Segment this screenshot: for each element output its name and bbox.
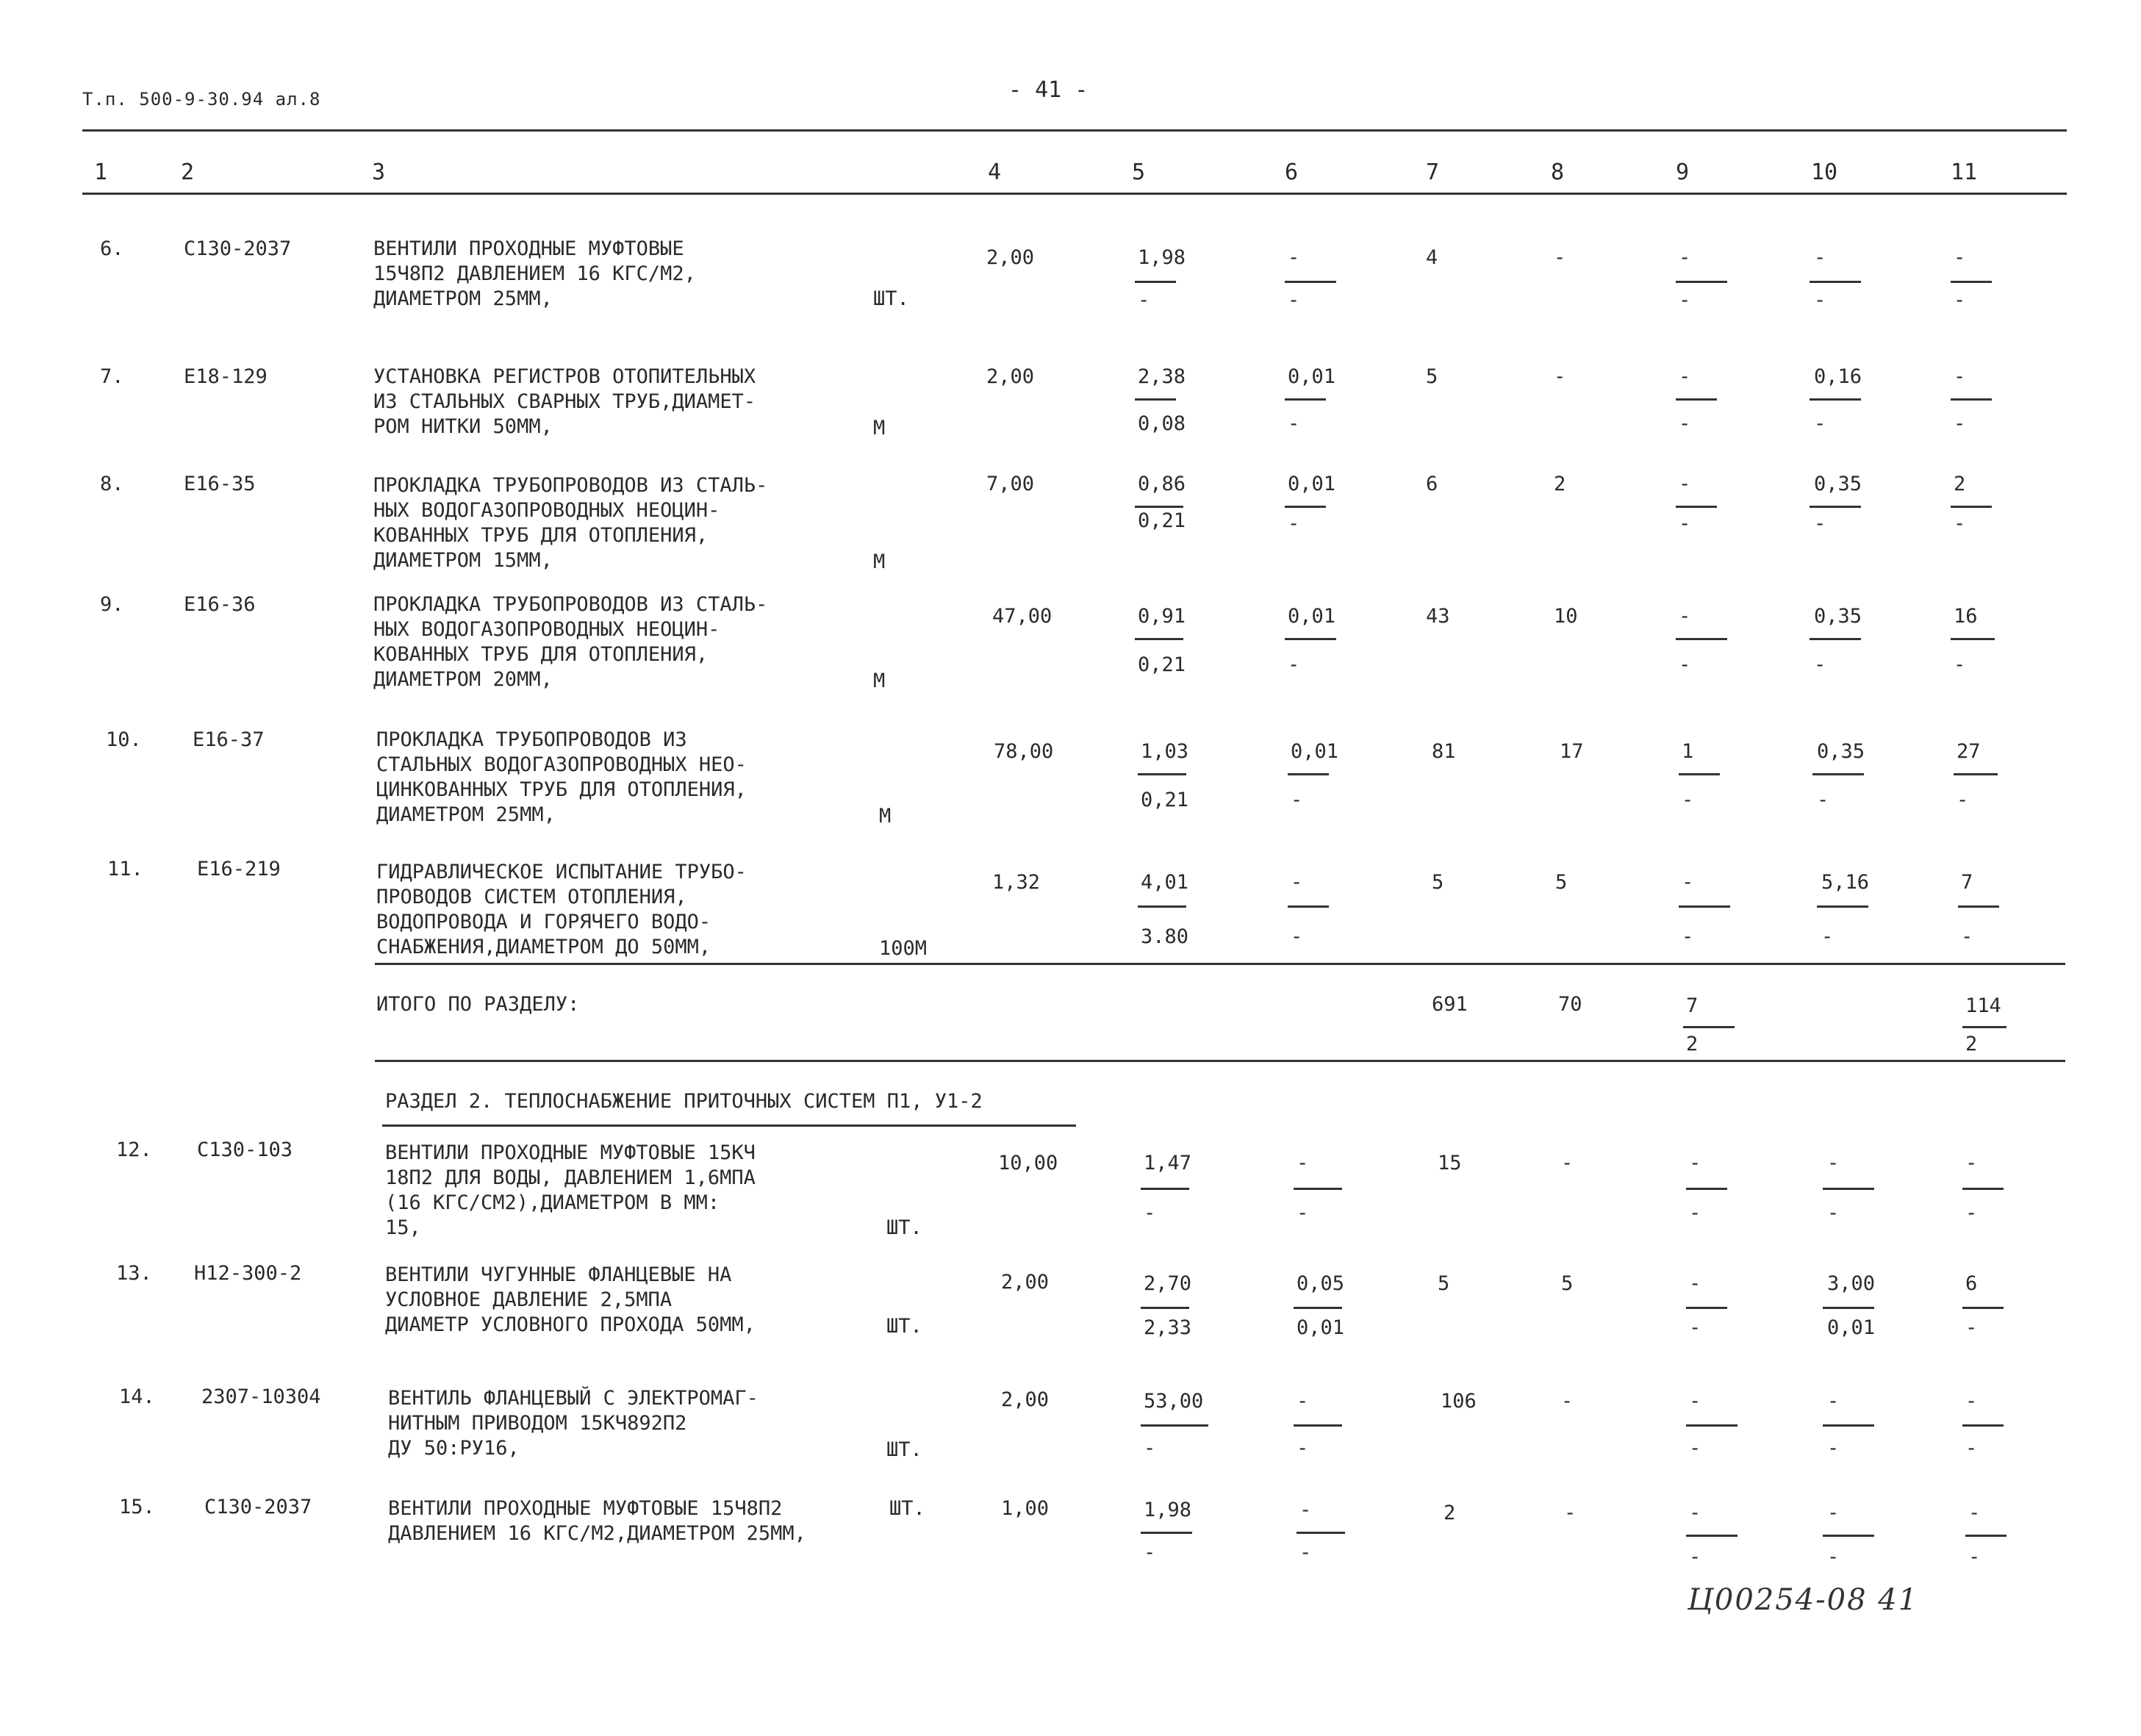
cell-c10-bottom: - — [1827, 1437, 1840, 1460]
row-code: Е16-35 — [184, 473, 256, 495]
cell-c7: 81 — [1432, 740, 1456, 763]
cell-c9-top: - — [1689, 1390, 1701, 1413]
cell-c9-bottom: - — [1689, 1437, 1701, 1460]
cell-c6-bottom: - — [1288, 653, 1300, 676]
cell-c9-bottom: - — [1689, 1202, 1701, 1224]
row-unit: ШТ. — [873, 287, 909, 310]
cell-c6-top: 0,01 — [1288, 365, 1336, 388]
cell-c9-bottom: - — [1689, 1546, 1701, 1568]
cell-c8: 5 — [1561, 1272, 1574, 1295]
row-unit: М — [873, 417, 886, 440]
row-desc-line: ПРОВОДОВ СИСТЕМ ОТОПЛЕНИЯ, — [376, 886, 687, 908]
cell-c6-top: - — [1297, 1152, 1309, 1174]
total-c7: 691 — [1432, 993, 1468, 1016]
cell-c10-top: 3,00 — [1827, 1272, 1876, 1295]
row-desc-line: ДАВЛЕНИЕМ 16 КГС/М2,ДИАМЕТРОМ 25ММ, — [388, 1522, 806, 1545]
header-bottom-rule — [82, 193, 2067, 195]
row-unit: ШТ. — [889, 1497, 925, 1520]
cell-c11-bottom: - — [1965, 1437, 1978, 1460]
cell-c6-top: 0,05 — [1297, 1272, 1345, 1295]
cell-c10-bottom: - — [1814, 653, 1826, 676]
row-desc-line: ГИДРАВЛИЧЕСКОЕ ИСПЫТАНИЕ ТРУБО- — [376, 861, 747, 883]
row-number: 14. — [119, 1385, 155, 1408]
cell-c5-bottom: 2,33 — [1144, 1316, 1192, 1339]
row-desc-line: ДИАМЕТРОМ 25ММ, — [373, 287, 553, 310]
document-code: Т.п. 500-9-30.94 ал.8 — [82, 89, 321, 110]
cell-c9-bottom: - — [1682, 789, 1694, 811]
cell-c6-bottom: - — [1297, 1202, 1309, 1224]
row-code: Е18-129 — [184, 365, 268, 388]
cell-c9-bottom: - — [1679, 653, 1691, 676]
cell-c5-bottom: - — [1144, 1202, 1156, 1224]
cell-c10-bottom: - — [1827, 1202, 1840, 1224]
row-desc-line: ДИАМЕТР УСЛОВНОГО ПРОХОДА 50ММ, — [385, 1313, 756, 1336]
row-number: 7. — [100, 365, 124, 388]
cell-c7: 2 — [1444, 1502, 1456, 1524]
col-header-10: 10 — [1811, 159, 1838, 185]
col-header-5: 5 — [1132, 159, 1146, 185]
row-desc-line: УСЛОВНОЕ ДАВЛЕНИЕ 2,5МПА — [385, 1288, 673, 1311]
row-number: 10. — [106, 728, 142, 751]
row-desc-line: ДИАМЕТРОМ 20ММ, — [373, 668, 553, 691]
row-desc-line: НЫХ ВОДОГАЗОПРОВОДНЫХ НЕОЦИН- — [373, 618, 720, 641]
row-desc-line: РОМ НИТКИ 50ММ, — [373, 415, 553, 438]
cell-c10-bottom: - — [1827, 1546, 1840, 1568]
cell-c8: - — [1554, 365, 1566, 388]
cell-c6-top: 0,01 — [1291, 740, 1339, 763]
row-desc-line: НИТНЫМ ПРИВОДОМ 15КЧ892П2 — [388, 1412, 687, 1435]
row-number: 9. — [100, 593, 124, 616]
cell-c11-top: 2 — [1954, 473, 1966, 495]
row-desc-line: КОВАННЫХ ТРУБ ДЛЯ ОТОПЛЕНИЯ, — [373, 524, 709, 547]
header-top-rule — [82, 129, 2067, 132]
handwritten-note: Ц00254-08 41 — [1688, 1583, 1919, 1617]
cell-c5-bottom: 3.80 — [1141, 925, 1189, 948]
cell-c5-top: 0,91 — [1138, 605, 1186, 628]
cell-c5-top: 2,70 — [1144, 1272, 1192, 1295]
cell-c6-bottom: - — [1291, 925, 1303, 948]
cell-c7: 4 — [1426, 246, 1438, 269]
cell-c6-top: 0,01 — [1288, 473, 1336, 495]
cell-c6-bottom: 0,01 — [1297, 1316, 1345, 1339]
cell-c5-bottom: - — [1138, 289, 1150, 312]
cell-c11-bottom: - — [1961, 925, 1973, 948]
total-label: ИТОГО ПО РАЗДЕЛУ: — [376, 993, 580, 1016]
cell-c11-top: 27 — [1957, 740, 1981, 763]
row-qty: 10,00 — [998, 1152, 1058, 1174]
cell-c10-top: - — [1827, 1390, 1840, 1413]
cell-c6-bottom: - — [1299, 1541, 1312, 1564]
col-header-9: 9 — [1676, 159, 1690, 185]
cell-c11-bottom: - — [1965, 1202, 1978, 1224]
row-desc-line: ВЕНТИЛИ ПРОХОДНЫЕ МУФТОВЫЕ — [373, 237, 684, 260]
row-desc-line: ЦИНКОВАННЫХ ТРУБ ДЛЯ ОТОПЛЕНИЯ, — [376, 778, 747, 801]
cell-c7: 5 — [1432, 871, 1444, 894]
cell-c5-bottom: - — [1144, 1541, 1156, 1564]
total-bottom-rule — [375, 1060, 2065, 1062]
cell-c9-top: - — [1689, 1502, 1701, 1524]
row-code: Е16-219 — [197, 858, 281, 880]
row-unit: 100М — [879, 937, 928, 960]
row-desc-line: КОВАННЫХ ТРУБ ДЛЯ ОТОПЛЕНИЯ, — [373, 643, 709, 666]
row-desc-line: ДУ 50:РУ16, — [388, 1437, 520, 1460]
cell-c9-bottom: - — [1679, 512, 1691, 535]
cell-c5-bottom: 0,21 — [1138, 509, 1186, 532]
cell-c5-bottom: 0,21 — [1138, 653, 1186, 676]
cell-c7: 106 — [1441, 1390, 1477, 1413]
cell-c9-top: - — [1689, 1152, 1701, 1174]
cell-c11-top: - — [1954, 246, 1966, 269]
page-number: - 41 - — [1008, 77, 1089, 103]
row-desc-line: 18П2 ДЛЯ ВОДЫ, ДАВЛЕНИЕМ 1,6МПА — [385, 1166, 756, 1189]
cell-c9-top: 1 — [1682, 740, 1694, 763]
row-desc-line: ВЕНТИЛЬ ФЛАНЦЕВЫЙ С ЭЛЕКТРОМАГ- — [388, 1387, 759, 1410]
cell-c8: - — [1561, 1152, 1574, 1174]
total-c9-bottom: 2 — [1686, 1033, 1699, 1055]
cell-c11-top: - — [1954, 365, 1966, 388]
cell-c8: - — [1554, 246, 1566, 269]
cell-c5-bottom: 0,08 — [1138, 412, 1186, 435]
cell-c9-bottom: - — [1689, 1316, 1701, 1339]
cell-c11-bottom: - — [1957, 789, 1969, 811]
row-desc-line: ДИАМЕТРОМ 15ММ, — [373, 549, 553, 572]
row-qty: 1,00 — [1001, 1497, 1050, 1520]
cell-c10-top: 0,35 — [1817, 740, 1865, 763]
cell-c9-top: - — [1689, 1272, 1701, 1295]
cell-c5-top: 2,38 — [1138, 365, 1186, 388]
row-desc-line: (16 КГС/СМ2),ДИАМЕТРОМ В ММ: — [385, 1191, 720, 1214]
row-desc-line: ПРОКЛАДКА ТРУБОПРОВОДОВ ИЗ СТАЛЬ- — [373, 593, 768, 616]
row-code: С130-2037 — [184, 237, 292, 260]
cell-c9-bottom: - — [1679, 289, 1691, 312]
row-unit: ШТ. — [886, 1216, 922, 1239]
cell-c11-bottom: - — [1954, 412, 1966, 435]
row-code: Е16-36 — [184, 593, 256, 616]
row-unit: ШТ. — [886, 1438, 922, 1461]
cell-c7: 15 — [1438, 1152, 1462, 1174]
cell-c6-top: - — [1297, 1390, 1309, 1413]
row-qty: 47,00 — [992, 605, 1052, 628]
row-desc-line: ВОДОПРОВОДА И ГОРЯЧЕГО ВОДО- — [376, 911, 711, 933]
cell-c10-top: 0,35 — [1814, 473, 1862, 495]
cell-c11-top: 7 — [1961, 871, 1973, 894]
row-desc-line: СНАБЖЕНИЯ,ДИАМЕТРОМ ДО 50ММ, — [376, 936, 711, 958]
cell-c11-bottom: - — [1968, 1546, 1981, 1568]
cell-c5-top: 0,86 — [1138, 473, 1186, 495]
col-header-2: 2 — [181, 159, 195, 185]
cell-c10-top: - — [1814, 246, 1826, 269]
row-unit: ШТ. — [886, 1315, 922, 1338]
row-number: 8. — [100, 473, 124, 495]
cell-c8: - — [1561, 1390, 1574, 1413]
col-header-7: 7 — [1426, 159, 1440, 185]
cell-c5-top: 4,01 — [1141, 871, 1189, 894]
cell-c6-top: - — [1299, 1499, 1312, 1521]
cell-c9-bottom: - — [1682, 925, 1694, 948]
total-c8: 70 — [1558, 993, 1582, 1016]
cell-c8: 17 — [1560, 740, 1584, 763]
row-qty: 7,00 — [986, 473, 1035, 495]
cell-c9-top: - — [1682, 871, 1694, 894]
row-qty: 2,00 — [986, 365, 1035, 388]
col-header-1: 1 — [94, 159, 108, 185]
cell-c10-top: 0,16 — [1814, 365, 1862, 388]
col-header-11: 11 — [1951, 159, 1978, 185]
col-header-6: 6 — [1285, 159, 1299, 185]
cell-c10-bottom: - — [1814, 412, 1826, 435]
cell-c11-bottom: - — [1965, 1316, 1978, 1339]
col-header-8: 8 — [1551, 159, 1565, 185]
cell-c9-top: - — [1679, 605, 1691, 628]
cell-c5-bottom: 0,21 — [1141, 789, 1189, 811]
row-desc-line: 15Ч8П2 ДАВЛЕНИЕМ 16 КГС/М2, — [373, 262, 696, 285]
cell-c5-top: 1,03 — [1141, 740, 1189, 763]
cell-c8: 5 — [1555, 871, 1568, 894]
cell-c5-top: 1,98 — [1138, 246, 1186, 269]
row-code: 2307-10304 — [201, 1385, 321, 1408]
cell-c11-top: - — [1968, 1502, 1981, 1524]
cell-c10-top: 5,16 — [1821, 871, 1870, 894]
cell-c6-top: 0,01 — [1288, 605, 1336, 628]
row-code: С130-2037 — [204, 1496, 312, 1518]
cell-c10-bottom: 0,01 — [1827, 1316, 1876, 1339]
row-unit: М — [873, 670, 886, 692]
total-c11-top: 114 — [1965, 994, 2001, 1017]
row-desc-line: ДИАМЕТРОМ 25ММ, — [376, 803, 556, 826]
cell-c8: 2 — [1554, 473, 1566, 495]
cell-c6-bottom: - — [1297, 1437, 1309, 1460]
row-unit: М — [879, 805, 892, 828]
cell-c10-top: - — [1827, 1152, 1840, 1174]
row-desc-line: 15, — [385, 1216, 421, 1239]
row-desc-line: СТАЛЬНЫХ ВОДОГАЗОПРОВОДНЫХ НЕО- — [376, 753, 747, 776]
cell-c6-bottom: - — [1288, 289, 1300, 312]
total-c11-bottom: 2 — [1965, 1033, 1978, 1055]
cell-c10-bottom: - — [1814, 289, 1826, 312]
row-desc-line: ВЕНТИЛИ ПРОХОДНЫЕ МУФТОВЫЕ 15Ч8П2 — [388, 1497, 783, 1520]
cell-c6-bottom: - — [1291, 789, 1303, 811]
cell-c11-bottom: - — [1954, 289, 1966, 312]
cell-c11-top: 16 — [1954, 605, 1978, 628]
cell-c6-top: - — [1288, 246, 1300, 269]
cell-c9-top: - — [1679, 246, 1691, 269]
cell-c5-top: 53,00 — [1144, 1390, 1204, 1413]
cell-c6-bottom: - — [1288, 512, 1300, 535]
cell-c11-top: - — [1965, 1152, 1978, 1174]
row-code: С130-103 — [197, 1138, 293, 1161]
cell-c10-top: 0,35 — [1814, 605, 1862, 628]
total-c9-top: 7 — [1686, 994, 1699, 1017]
cell-c6-bottom: - — [1288, 412, 1300, 435]
cell-c10-bottom: - — [1817, 789, 1829, 811]
row-desc-line: ВЕНТИЛИ ПРОХОДНЫЕ МУФТОВЫЕ 15КЧ — [385, 1141, 756, 1164]
section-title-underline — [382, 1125, 1076, 1127]
cell-c11-top: 6 — [1965, 1272, 1978, 1295]
cell-c7: 5 — [1438, 1272, 1450, 1295]
cell-c10-top: - — [1827, 1502, 1840, 1524]
row-number: 11. — [107, 858, 143, 880]
row-qty: 2,00 — [1001, 1271, 1050, 1294]
row-desc-line: УСТАНОВКА РЕГИСТРОВ ОТОПИТЕЛЬНЫХ — [373, 365, 756, 388]
row-number: 6. — [100, 237, 124, 260]
row-unit: М — [873, 550, 886, 573]
cell-c11-top: - — [1965, 1390, 1978, 1413]
cell-c11-bottom: - — [1954, 653, 1966, 676]
row-desc-line: ПРОКЛАДКА ТРУБОПРОВОДОВ ИЗ — [376, 728, 687, 751]
cell-c9-top: - — [1679, 365, 1691, 388]
total-top-rule — [375, 963, 2065, 965]
col-header-3: 3 — [372, 159, 386, 185]
row-number: 15. — [119, 1496, 155, 1518]
row-number: 12. — [116, 1138, 152, 1161]
row-qty: 78,00 — [994, 740, 1054, 763]
cell-c8: - — [1564, 1502, 1577, 1524]
row-number: 13. — [116, 1262, 152, 1285]
row-code: Н12-300-2 — [194, 1262, 302, 1285]
cell-c5-top: 1,47 — [1144, 1152, 1192, 1174]
cell-c9-top: - — [1679, 473, 1691, 495]
row-desc-line: ИЗ СТАЛЬНЫХ СВАРНЫХ ТРУБ,ДИАМЕТ- — [373, 390, 756, 413]
cell-c11-bottom: - — [1954, 512, 1966, 535]
col-header-4: 4 — [988, 159, 1002, 185]
section-title: РАЗДЕЛ 2. ТЕПЛОСНАБЖЕНИЕ ПРИТОЧНЫХ СИСТЕМ П1, У1-2 — [385, 1090, 983, 1113]
cell-c7: 6 — [1426, 473, 1438, 495]
row-qty: 2,00 — [986, 246, 1035, 269]
row-desc-line: НЫХ ВОДОГАЗОПРОВОДНЫХ НЕОЦИН- — [373, 499, 720, 522]
cell-c7: 5 — [1426, 365, 1438, 388]
cell-c5-bottom: - — [1144, 1437, 1156, 1460]
row-qty: 1,32 — [992, 871, 1041, 894]
cell-c10-bottom: - — [1814, 512, 1826, 535]
cell-c9-bottom: - — [1679, 412, 1691, 435]
row-desc-line: ПРОКЛАДКА ТРУБОПРОВОДОВ ИЗ СТАЛЬ- — [373, 474, 768, 497]
cell-c6-top: - — [1291, 871, 1303, 894]
row-qty: 2,00 — [1001, 1388, 1050, 1411]
cell-c5-top: 1,98 — [1144, 1499, 1192, 1521]
cell-c7: 43 — [1426, 605, 1450, 628]
row-desc-line: ВЕНТИЛИ ЧУГУННЫЕ ФЛАНЦЕВЫЕ НА — [385, 1263, 732, 1286]
cell-c10-bottom: - — [1821, 925, 1834, 948]
cell-c8: 10 — [1554, 605, 1578, 628]
row-code: Е16-37 — [193, 728, 265, 751]
